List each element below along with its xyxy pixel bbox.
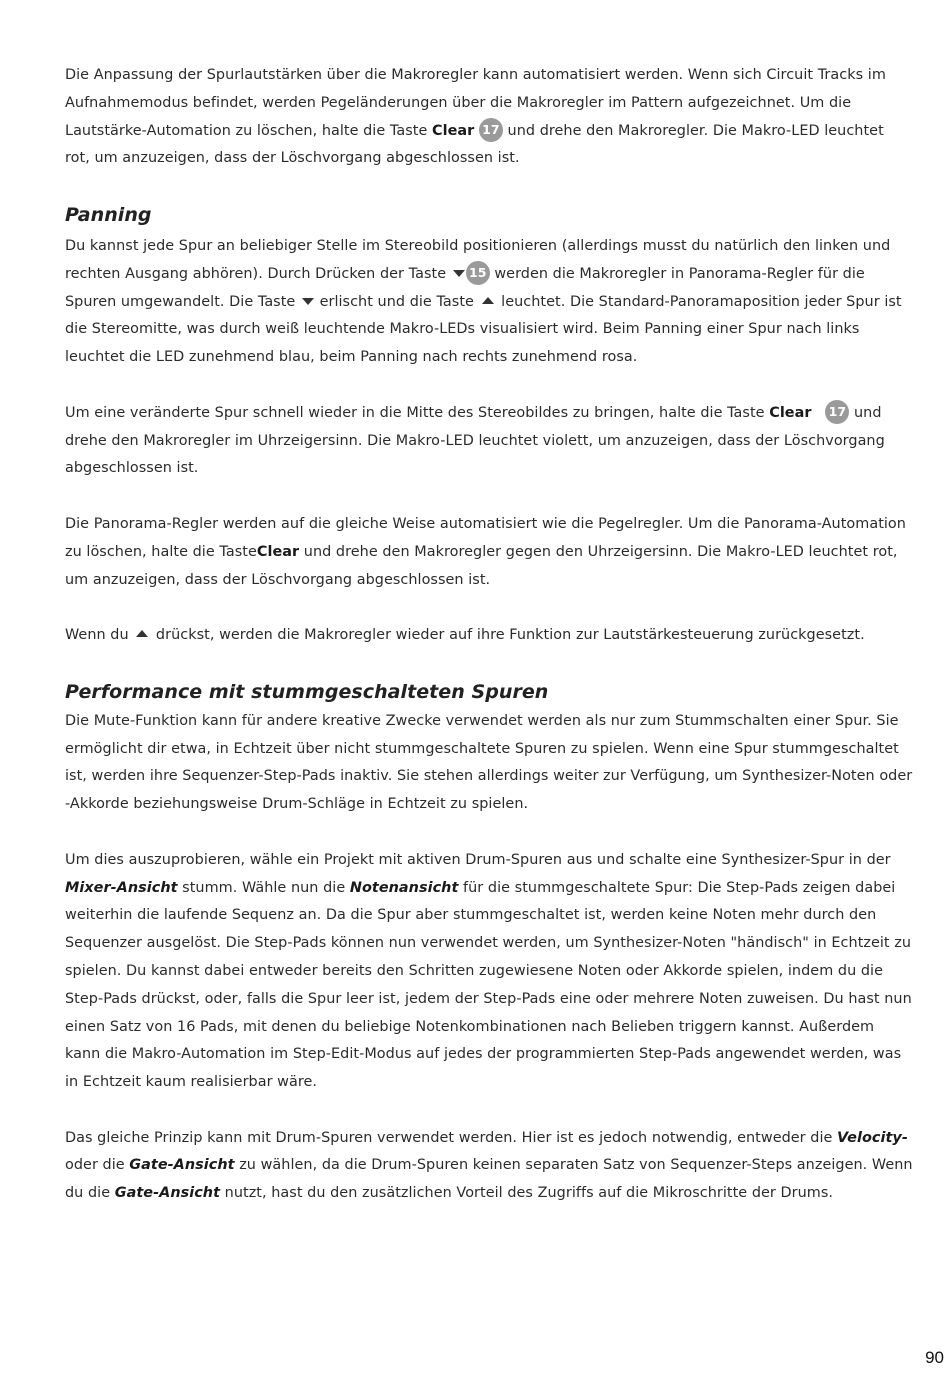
- mixer-view-term: Mixer-Ansicht: [65, 879, 178, 896]
- clear-button-label: Clear: [769, 404, 812, 421]
- paragraph-try-it: Um dies auszuprobieren, wähle ein Projekt mit aktiven Drum-Spuren aus und schalte eine Synthesizer-Spur in der Mixer-Ansicht stumm. Wähle nun die Notenansicht für die stummgeschaltete Spur: Die Step-Pads zeigen dabei weiterhin die laufende Sequenz an. Da die Spur aber stummgeschaltet ist, werden keine Noten mehr durch den Sequenzer ausgelöst. Die Step-Pads können nun verwendet werden, um Synthesizer-Noten "händisch" in Echtzeit zu spielen. Du kannst dabei entweder bereits den Schritten zugewiesene Noten oder Akkorde spielen, indem du die Step-Pads drückst, oder, falls die Spur leer ist, jedem der Step-Pads eine oder mehrere Noten zuweisen. Du hast nun einen Satz von 16 Pads, mit denen du beliebige Notenkombinationen nach Belieben triggern kannst. Außerdem kann die Makro-Automation im Step-Edit-Modus auf jedes der programmierten Step-Pads angewendet werden, was in Echtzeit kaum realisierbar wäre.: [65, 851, 912, 1091]
- gate-view-term: Gate-Ansicht: [114, 1185, 221, 1202]
- paragraph-mute-function: Die Mute-Funktion kann für andere kreative Zwecke verwendet werden als nur zum Stummschalten einer Spur. Sie ermöglicht dir etwa, in Echtzeit über nicht stummgeschaltete Spuren zu spielen. Wenn eine Spur stummgeschaltet ist, werden ihre Sequenzer-Step-Pads inaktiv. Sie stehen allerdings weiter zur Verfügung, um Synthesizer-Noten oder -Akkorde beziehungsweise Drum-Schläge in Echtzeit zu spielen.: [65, 712, 913, 813]
- clear-button-label: Clear: [256, 543, 300, 560]
- paragraph-panning-exit: Wenn du drückst, werden die Makroregler wieder auf ihre Funktion zur Lautstärkesteuerung zurückgesetzt.: [65, 627, 865, 644]
- note-view-term: Notenansicht: [349, 879, 459, 896]
- arrow-up-icon: [136, 630, 148, 637]
- paragraph-panning-reset: Um eine veränderte Spur schnell wieder in die Mitte des Stereobildes zu bringen, halte die Taste Clear 17 und drehe den Makroregler im Uhrzeigersinn. Die Makro-LED leuchtet violett, um anzuzeigen, dass der Löschvorgang abgeschlossen ist.: [65, 400, 913, 483]
- gate-view-term: Gate-Ansicht: [129, 1157, 235, 1174]
- clear-button-label: Clear: [431, 122, 475, 139]
- arrow-down-icon: [453, 270, 465, 277]
- paragraph-volume-automation: Die Anpassung der Spurlautstärken über die Makroregler kann automatisiert werden. Wenn sich Circuit Tracks im Aufnahmemodus befindet, werden Pegeländerungen über die Makroregler im Pattern aufgezeichnet. Um die Lautstärke-Automation zu löschen, halte die Taste Clear 17 und drehe den Makroregler. Die Makro-LED leuchtet rot, um anzuzeigen, dass der Löschvorgang abgeschlossen ist.: [65, 67, 886, 167]
- page-number: 90: [925, 1348, 944, 1367]
- heading-panning: Panning: [65, 203, 152, 226]
- heading-performance-muted-tracks: Performance mit stummgeschalteten Spuren: [65, 680, 549, 703]
- paragraph-panning-intro: Du kannst jede Spur an beliebiger Stelle im Stereobild positionieren (allerdings musst du natürlich den linken und rechten Ausgang abhören). Durch Drücken der Taste 15 werden die Makroregler in Panorama-Regler für die Spuren umgewandelt. Die Taste erlischt und die Taste leuchtet. Die Standard-Panoramaposition jeder Spur ist die Stereomitte, was durch weiß leuchtende Makro-LEDs visualisiert wird. Beim Panning einer Spur nach links leuchtet die LED zunehmend blau, beim Panning nach rechts zunehmend rosa.: [65, 237, 902, 366]
- button-number-badge: 17: [825, 400, 849, 424]
- arrow-down-icon: [302, 298, 314, 305]
- paragraph-panning-automation: Die Panorama-Regler werden auf die gleiche Weise automatisiert wie die Pegelregler. Um die Panorama-Automation zu löschen, halte die TasteClear und drehe den Makroregler gegen den Uhrzeigersinn. Die Makro-LED leuchtet rot, um anzuzeigen, dass der Löschvorgang abgeschlossen ist.: [65, 515, 906, 588]
- velocity-view-term: Velocity-: [837, 1129, 908, 1146]
- arrow-up-icon: [482, 297, 494, 304]
- paragraph-drum-tracks: Das gleiche Prinzip kann mit Drum-Spuren verwendet werden. Hier ist es jedoch notwendig, entweder die Velocity- oder die Gate-Ansicht zu wählen, da die Drum-Spuren keinen separaten Satz von Sequenzer-Steps anzeigen. Wenn du die Gate-Ansicht nutzt, hast du den zusätzlichen Vorteil des Zugriffs auf die Mikroschritte der Drums.: [65, 1129, 913, 1202]
- document-body: [65, 62, 913, 1236]
- button-number-badge: 17: [479, 118, 503, 142]
- button-number-badge: 15: [466, 261, 490, 285]
